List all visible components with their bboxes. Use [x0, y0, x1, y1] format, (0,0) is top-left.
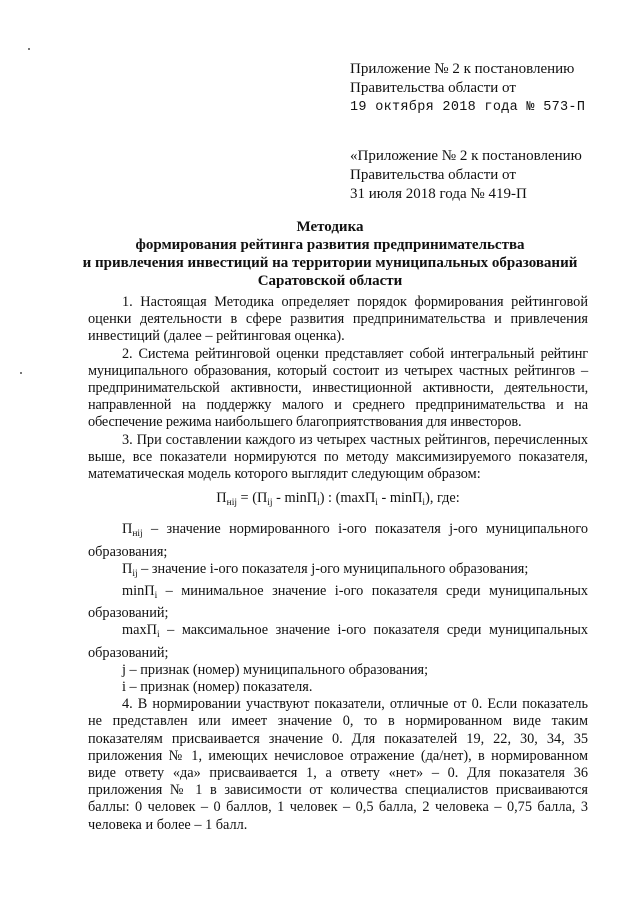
- definition-symbol: minП: [122, 583, 155, 600]
- definition-symbol: П: [122, 521, 133, 538]
- title-line: формирования рейтинга развития предпринимательства: [135, 237, 525, 253]
- appendix-header-date: 19 октября 2018 года № 573-П: [350, 100, 586, 115]
- definition-i: i – признак (номер) показателя.: [122, 679, 313, 696]
- appendix-header-line: «Приложение № 2 к постановлению: [350, 148, 582, 164]
- document-body: [88, 294, 588, 834]
- paragraph-4: 4. В нормировании участвуют показатели, отличные от 0. Если показатель не представлен или имеет значение 0, то в нормированном виде таким показателям присваивается значение 0. Для показателей 19, 22, 30, 34, 35 приложения № 1, имеющих нечисловое отражение (да/нет), в нормированном виде ответу «да» присваивается 1, а ответу «нет» – 0. Для показателя 36 приложения № 1 в зависимости от количества специалистов присваиваются баллы: 0 человек – 0 баллов, 1 человек – 0,5 балла, 2 человека – 0,75 балла, 3 человека и более – 1 балл.: [88, 696, 588, 833]
- definition-symbol: maxП: [122, 622, 157, 639]
- appendix-header-date: 31 июля 2018 года № 419-П: [350, 186, 527, 202]
- formula-subscript: нij: [226, 498, 237, 509]
- appendix-header-original: [350, 147, 630, 204]
- document-title: [60, 218, 600, 290]
- title-line: Саратовской области: [257, 273, 403, 289]
- definition-normalized-value: [88, 521, 588, 560]
- title-line: и привлечения инвестиций на территории муниципальных образований: [82, 255, 578, 271]
- definition-text: – минимальное значение i-ого показателя среди муниципальных образований;: [88, 583, 588, 622]
- formula-part: П: [216, 490, 227, 507]
- appendix-header-line: Правительства области от: [350, 167, 516, 183]
- formula-subscript: i: [375, 498, 378, 509]
- formula-part: - minП: [272, 490, 318, 507]
- formula-part: - minП: [377, 490, 423, 507]
- definition-j: j – признак (номер) муниципального образования;: [122, 661, 429, 678]
- formula-part: ), где:: [425, 490, 460, 507]
- definition-symbol: П: [122, 560, 133, 577]
- formula-part: = (П: [236, 490, 268, 507]
- definition-text: – значение i-ого показателя j-ого муниципального образования;: [137, 560, 529, 577]
- appendix-header-new: [350, 60, 630, 117]
- formula-part: ) : (maxП: [319, 490, 376, 507]
- normalization-formula: [88, 490, 588, 512]
- scan-speck: [28, 48, 30, 50]
- formula-subscript: i: [317, 498, 320, 509]
- formula-subscript: ij: [267, 498, 273, 509]
- definition-subscript: i: [154, 591, 158, 602]
- definition-subscript: ij: [132, 568, 138, 579]
- paragraph-3: 3. При составлении каждого из четырех частных рейтингов, перечисленных выше, все показатели нормируются по методу максимизируемого показателя, математическая модель которого выглядит следующим образом:: [88, 431, 588, 483]
- definition-min-value: [88, 583, 588, 622]
- appendix-header-line: Правительства области от: [350, 80, 516, 96]
- paragraph-1: 1. Настоящая Методика определяет порядок формирования рейтинговой оценки деятельности в сфере развития предпринимательства и привлечения инвестиций (далее – рейтинговая оценка).: [88, 294, 588, 345]
- definition-text: – значение нормированного i-ого показателя j-ого муниципального образования;: [88, 521, 588, 560]
- title-line: Методика: [296, 219, 364, 235]
- definition-subscript: i: [156, 630, 160, 641]
- formula-subscript: i: [422, 498, 426, 509]
- definition-subscript: нij: [132, 529, 143, 540]
- definition-max-value: [88, 622, 588, 661]
- paragraph-2: 2. Система рейтинговой оценки представляет собой интегральный рейтинг муниципального образования, который состоит из четырех частных рейтингов – предпринимательской активности, инвестиционной активности, деятельности, направленной на поддержку малого и среднего предпринимательства и на обеспечение режима наибольшего благоприятствования для инвесторов.: [88, 345, 588, 431]
- scan-speck: [20, 372, 22, 374]
- definition-value: [88, 561, 588, 583]
- appendix-header-line: Приложение № 2 к постановлению: [350, 61, 575, 77]
- definition-text: – максимальное значение i-ого показателя среди муниципальных образований;: [88, 622, 588, 661]
